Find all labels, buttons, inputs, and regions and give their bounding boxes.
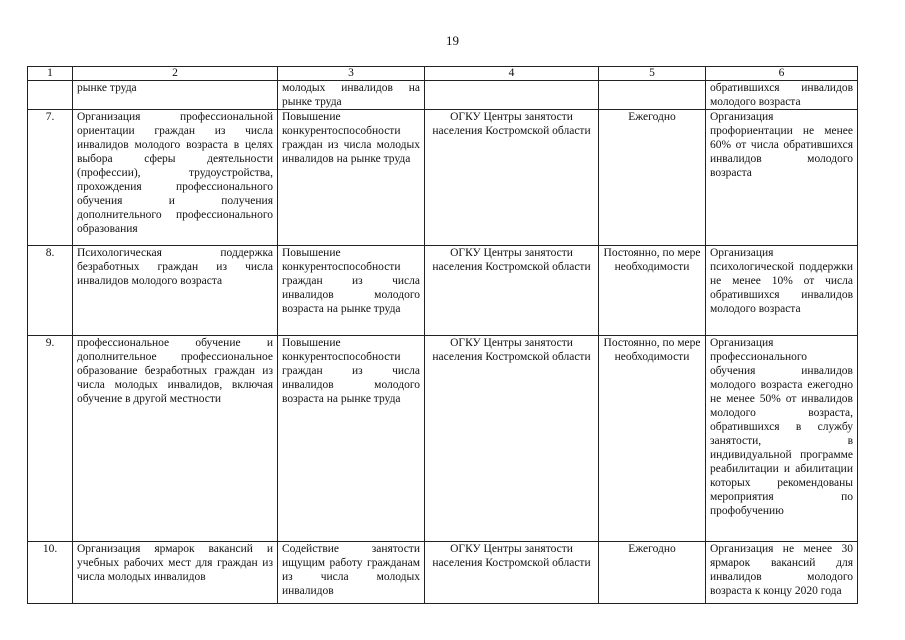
result-cell: Повышение конкурентоспособности граждан из числа молодых инвалидов на рынке труда bbox=[278, 110, 425, 246]
header-cell: 4 bbox=[425, 67, 599, 81]
table-row bbox=[28, 110, 858, 246]
row-number: 9. bbox=[28, 336, 73, 542]
term-cell bbox=[599, 81, 706, 110]
term-cell: Постоянно, по мере необходимости bbox=[599, 246, 706, 336]
measure-cell: Психологическая поддержка безработных граждан из числа инвалидов молодого возраста bbox=[73, 246, 278, 336]
measures-table bbox=[27, 66, 858, 604]
row-number: 10. bbox=[28, 542, 73, 604]
row-number: 8. bbox=[28, 246, 73, 336]
table-row bbox=[28, 542, 858, 604]
indicator-cell: Организация профориентации не менее 60% от числа обратившихся инвалидов молодого возраста bbox=[706, 110, 858, 246]
result-cell: молодых инвалидов на рынке труда bbox=[278, 81, 425, 110]
row-number bbox=[28, 81, 73, 110]
indicator-cell: Организация психологической поддержки не менее 10% от числа обратившихся инвалидов молодого возраста bbox=[706, 246, 858, 336]
result-cell: Повышение конкурентоспособности граждан из числа инвалидов молодого возраста на рынке труда bbox=[278, 336, 425, 542]
indicator-cell: обратившихся инвалидов молодого возраста bbox=[706, 81, 858, 110]
term-cell: Ежегодно bbox=[599, 542, 706, 604]
indicator-cell: Организация профессионального обучения инвалидов молодого возраста ежегодно не менее 50% от инвалидов молодого возраста, обратившихся в службу занятости, в индивидуальной программе реабилитации и абилитации которых рекомендованы мероприятия по профобучению bbox=[706, 336, 858, 542]
header-cell: 6 bbox=[706, 67, 858, 81]
row-number: 7. bbox=[28, 110, 73, 246]
table-row bbox=[28, 246, 858, 336]
measure-cell: рынке труда bbox=[73, 81, 278, 110]
executor-cell: ОГКУ Центры занятости населения Костромской области bbox=[425, 110, 599, 246]
measure-cell: Организация профессиональной ориентации граждан из числа инвалидов молодого возраста в целях выбора сферы деятельности (профессии), трудоустройства, прохождения профессионального обучения и получения дополнительного профессионального образования bbox=[73, 110, 278, 246]
term-cell: Ежегодно bbox=[599, 110, 706, 246]
header-row bbox=[28, 67, 858, 81]
page-number: 19 bbox=[446, 33, 459, 48]
header-cell: 5 bbox=[599, 67, 706, 81]
term-cell: Постоянно, по мере необходимости bbox=[599, 336, 706, 542]
executor-cell: ОГКУ Центры занятости населения Костромской области bbox=[425, 246, 599, 336]
indicator-cell: Организация не менее 30 ярмарок вакансий для инвалидов молодого возраста к концу 2020 года bbox=[706, 542, 858, 604]
measure-cell: профессиональное обучение и дополнительное профессиональное образование безработных граждан из числа молодых инвалидов, включая обучение в другой местности bbox=[73, 336, 278, 542]
table-row bbox=[28, 81, 858, 110]
header-cell: 1 bbox=[28, 67, 73, 81]
result-cell: Повышение конкурентоспособности граждан из числа инвалидов молодого возраста на рынке труда bbox=[278, 246, 425, 336]
header-cell: 3 bbox=[278, 67, 425, 81]
executor-cell: ОГКУ Центры занятости населения Костромской области bbox=[425, 336, 599, 542]
header-cell: 2 bbox=[73, 67, 278, 81]
executor-cell bbox=[425, 81, 599, 110]
result-cell: Содействие занятости ищущим работу гражданам из числа молодых инвалидов bbox=[278, 542, 425, 604]
measure-cell: Организация ярмарок вакансий и учебных рабочих мест для граждан из числа молодых инвалидов bbox=[73, 542, 278, 604]
table-row bbox=[28, 336, 858, 542]
executor-cell: ОГКУ Центры занятости населения Костромской области bbox=[425, 542, 599, 604]
